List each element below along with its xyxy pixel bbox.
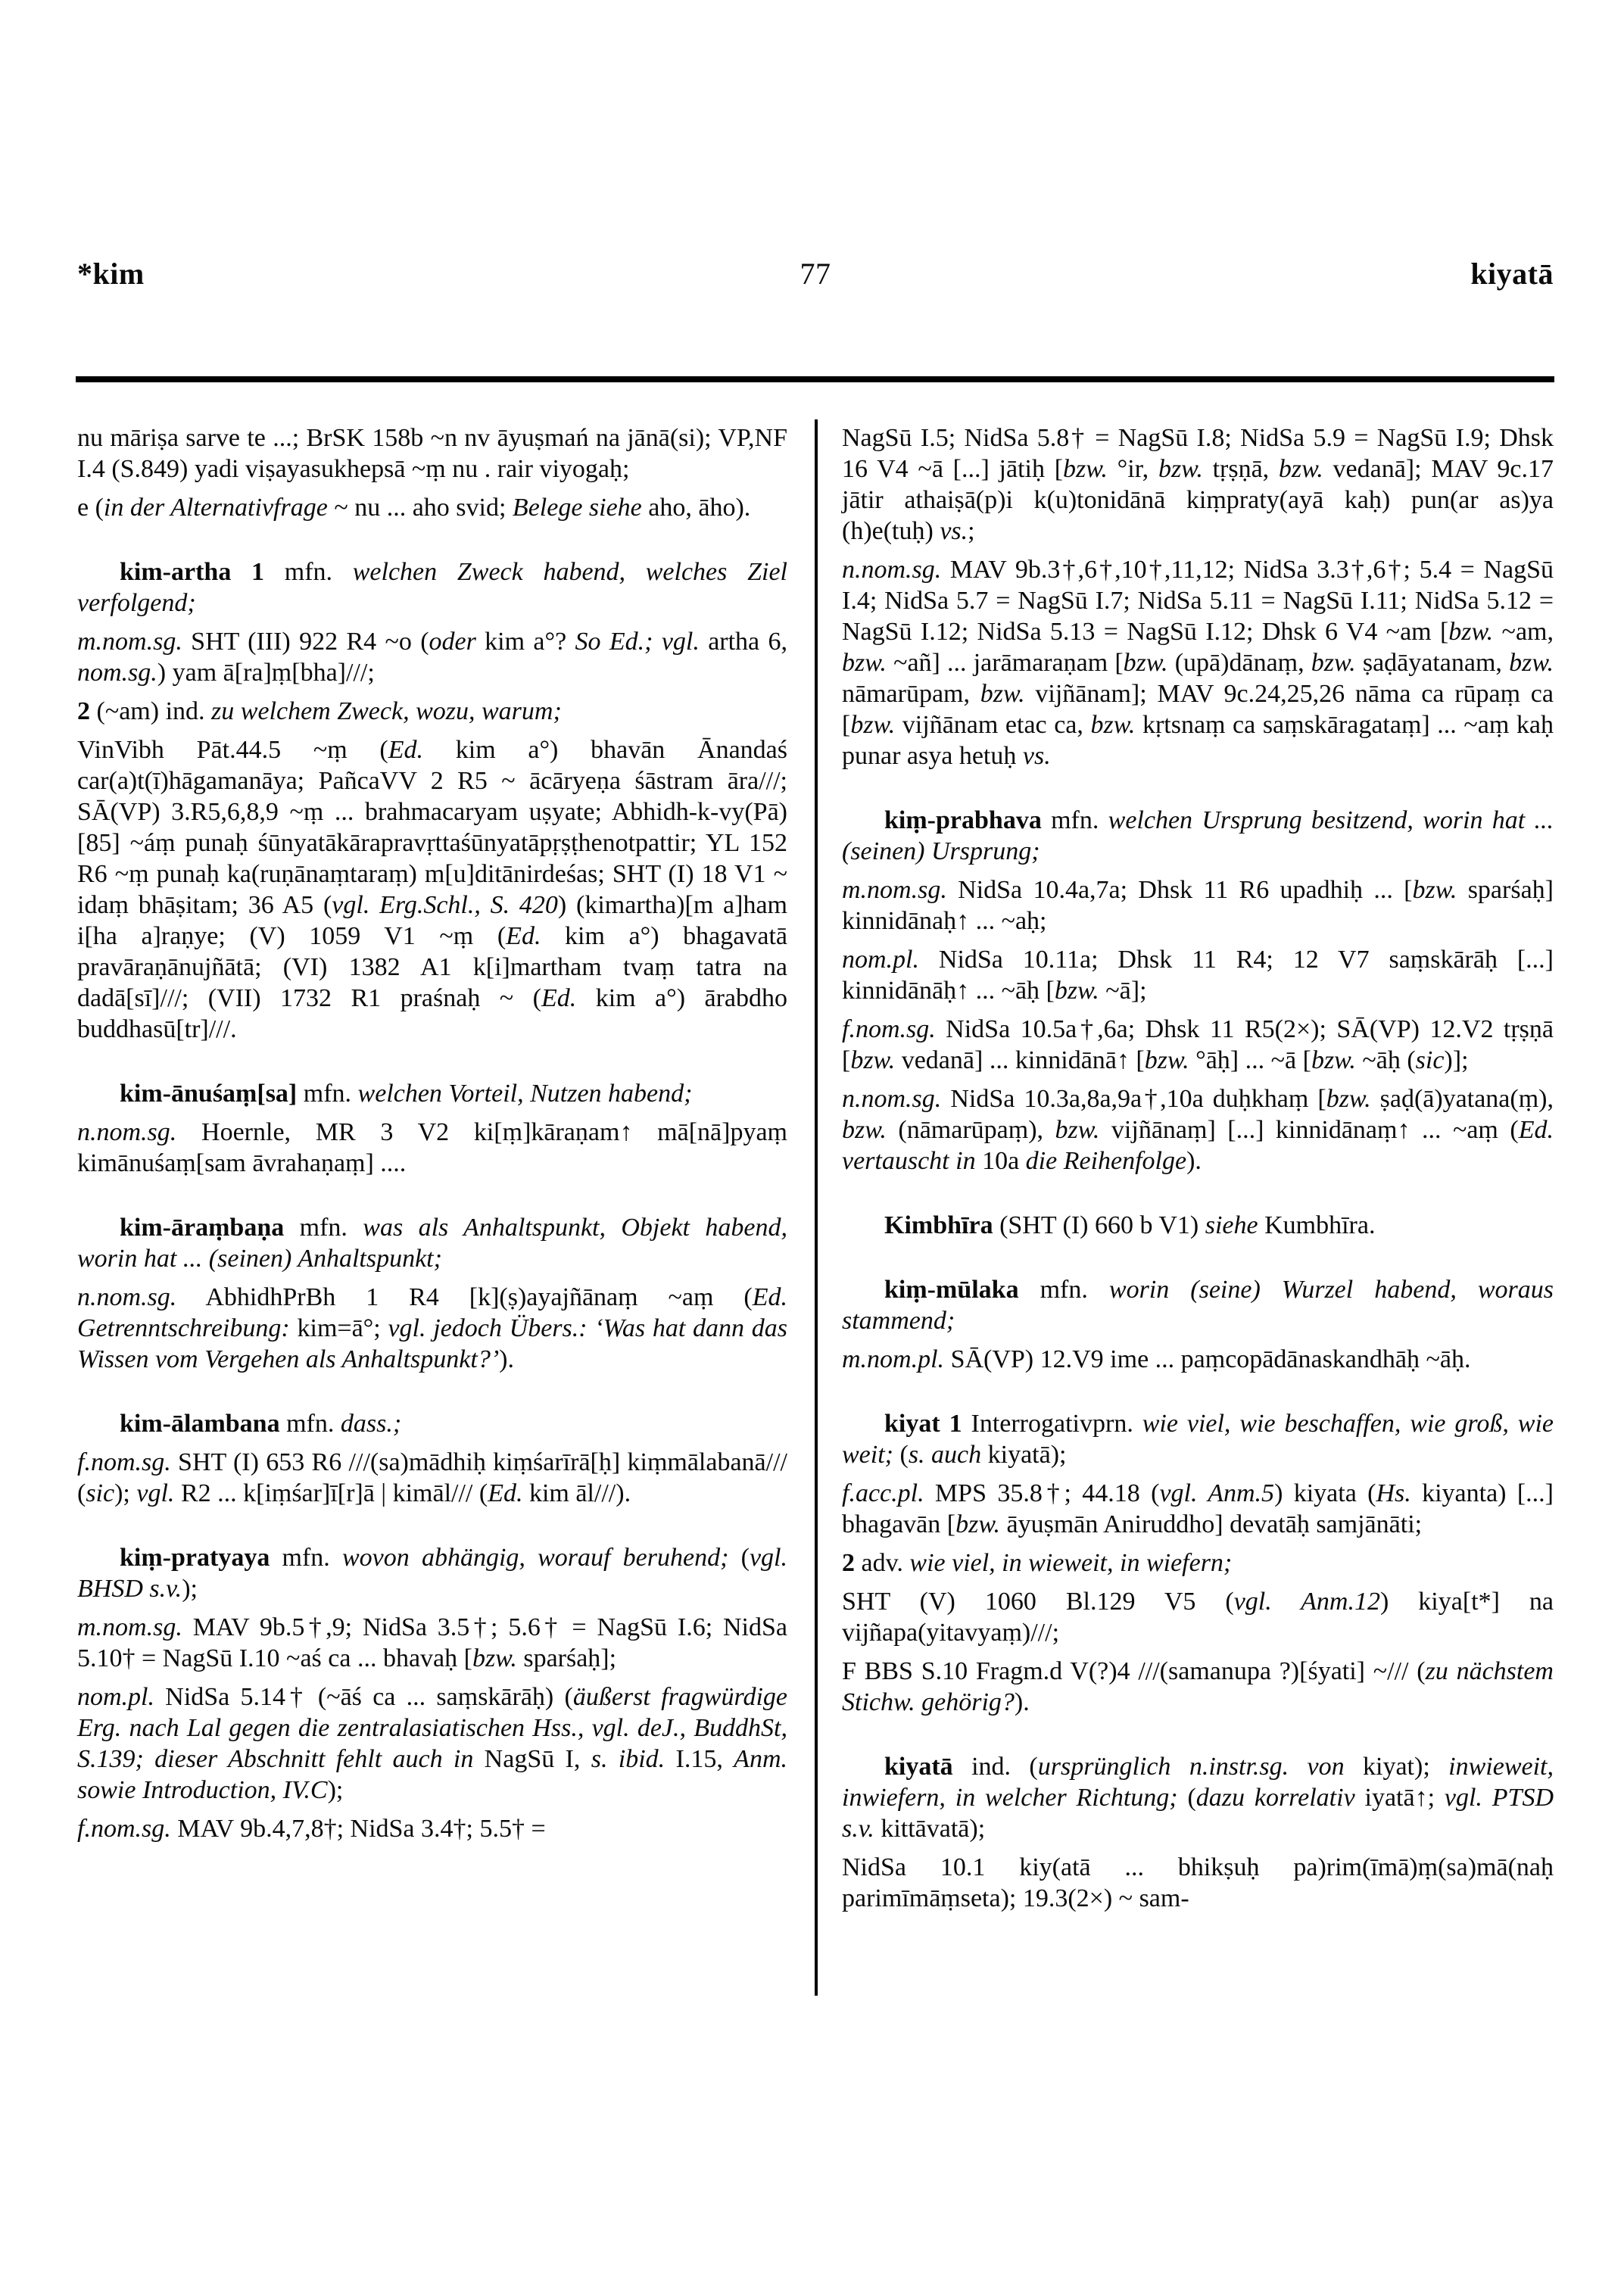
text-segment: vgl. Anm.5 [1159, 1479, 1275, 1507]
text-segment: artha 6, [699, 628, 787, 656]
text-segment: sparśaḥ]; [516, 1644, 617, 1672]
text-segment: AbhidhPrBh 1 R4 [k](ṣ)ayajñānaṃ ~aṃ ( [176, 1283, 753, 1311]
text-segment: Ed. Getrenntschreibung: [77, 1283, 787, 1342]
text-segment: NidSa 5.14† (~āś ca ... saṃskārāḥ) ( [154, 1683, 573, 1711]
text-segment: dazu korrelativ [1195, 1784, 1355, 1812]
text-segment: sic [86, 1479, 115, 1507]
entry-heading [842, 1751, 1554, 1844]
text-segment: Kumbhīra. [1258, 1211, 1376, 1239]
text-segment: ~āḥ ( [1355, 1046, 1416, 1074]
text-segment: vgl. PTSD s.v. [842, 1784, 1554, 1843]
text-segment: kiyanta) [...] bhagavān [ [842, 1479, 1554, 1538]
text-segment: NidSa 10.1 kiy(atā ... bhikṣuḥ pa)rim(īmā)ṃ(sa)mā(naḥ parimīmāṃseta); 19.3(2×) ~ sam- [842, 1853, 1554, 1912]
text-segment: Kimbhīra [884, 1211, 993, 1239]
text-segment: äußerst fragwürdige Erg. nach Lal gegen die zentralasiatischen Hss., vgl. deJ., BuddhSt, S.139; dieser Abschnitt fehlt auch in [77, 1683, 787, 1773]
entry-heading [77, 1212, 787, 1274]
text-segment: n.nom.sg. [77, 1283, 177, 1311]
text-segment: inwieweit, inwiefern, in welcher Richtung; [842, 1753, 1554, 1812]
text-segment: kiṃ-pratyaya [120, 1544, 270, 1572]
text-segment: welchen Zweck habend, welches Ziel verfolgend; [77, 558, 787, 617]
entry-text [77, 696, 787, 727]
text-segment: R2 ... k[iṃśar]ī[r]ā | kimāl/// ( [174, 1479, 488, 1507]
text-segment: bzw. [1509, 649, 1554, 677]
text-segment: bzw. [1054, 977, 1099, 1005]
text-segment: Anm. sowie Introduction, IV.C [77, 1745, 787, 1804]
text-segment: °ir, [1107, 455, 1158, 483]
text-segment: vijñānaṃ] [...] kinnidānaṃ↑ ... ~aṃ ( [1099, 1116, 1519, 1144]
text-segment: kim a°) bhavān Ānandaś car(a)t(ī)hāgamanāya; PañcaVV 2 R5 ~ ācāryeṇa śāstram āra///; SĀ(VP) 3.R5,6,8,9 ~ṃ ... brahmacaryam uṣyate; Abhidh-k-vy(Pā) [85] ~áṃ punaḥ śūnyatākārapravṛttaśūnyatāpṛṣṭhenotpattir; YL 152 R6 ~ṃ punaḥ ka(ruṇānaṃtaraṃ) m[u]ditānirdeśas; SHT (I) 18 V1 ~ idaṃ bhāṣitam; 36 A5 ( [77, 736, 787, 919]
text-segment: SHT (III) 922 R4 ~o ( [182, 628, 429, 656]
text-segment: ). [1014, 1688, 1030, 1716]
text-segment: bzw. [1311, 1046, 1356, 1074]
text-segment: kittāvatā); [874, 1815, 986, 1843]
text-segment: ; [968, 517, 975, 545]
entry-text [842, 1478, 1554, 1540]
text-segment: wovon abhängig, worauf beruhend; [342, 1544, 729, 1572]
entry-text [842, 1656, 1554, 1718]
text-segment: dass.; [340, 1410, 402, 1438]
text-segment: Ed. [506, 922, 541, 950]
text-segment: n.nom.sg. [77, 1118, 177, 1146]
text-segment: Belege siehe [512, 494, 642, 522]
entry-text [77, 734, 787, 1045]
text-segment: Ed. [541, 984, 577, 1012]
text-segment: f.nom.sg. [842, 1015, 936, 1043]
entry-heading [842, 1408, 1554, 1470]
text-segment: MPS 35.8†; 44.18 ( [924, 1479, 1160, 1507]
text-segment: vedanā]; MAV 9c.17 jātir athaiṣā(p)i k(u)tonidānā kiṃpraty(ayā kaḥ) pun(ar as)ya (h)e(tuḥ) [842, 455, 1554, 545]
text-segment: vedanā] ... kinnidānā↑ [ [895, 1046, 1145, 1074]
text-segment: nom.pl. [77, 1683, 154, 1711]
text-segment: f.acc.pl. [842, 1479, 924, 1507]
text-segment: )]; [1444, 1046, 1469, 1074]
text-segment: vijñānam etac ca, [895, 711, 1091, 739]
header-rule [76, 376, 1554, 382]
column-divider [815, 419, 818, 1996]
text-segment: ~am, [1493, 618, 1554, 646]
text-segment: ṣaḍāyatanam, [1355, 649, 1510, 677]
entry-heading [842, 1210, 1554, 1241]
text-segment: (SHT (I) 660 b V1) [993, 1211, 1205, 1239]
continued-text [77, 422, 787, 485]
text-segment: kim a°) bhagavatā pravāraṇānujñātā; (VI) 1382 A1 k[i]martham tvaṃ tatra na dadā[sī]///; (VII) 1732 R1 praśnaḥ ~ ( [77, 922, 787, 1012]
text-segment: nom.pl. [842, 946, 919, 974]
text-segment: was als Anhaltspunkt, Objekt habend, worin hat ... (seinen) Anhaltspunkt; [77, 1214, 787, 1273]
page-header [77, 256, 1554, 291]
entry-text [77, 626, 787, 688]
text-segment: wie viel, wie beschaffen, wie groß, wie weit; [842, 1410, 1554, 1469]
right-column [842, 422, 1554, 1914]
text-segment: vs. [1022, 742, 1051, 770]
text-segment: SĀ(VP) 12.V9 ime ... paṃcopādānaskandhāḥ ~āḥ. [944, 1345, 1471, 1373]
text-segment: kiṃ-mūlaka [884, 1276, 1019, 1304]
text-segment: kim-artha 1 [120, 558, 265, 586]
text-segment: NidSa 10.3a,8a,9a†,10a duḥkhaṃ [ [941, 1085, 1326, 1113]
text-segment: kim-ānuśaṃ[sa] [120, 1080, 298, 1108]
text-segment: kiyatā [884, 1753, 953, 1781]
text-segment: welchen Vorteil, Nutzen habend; [357, 1080, 693, 1108]
entry-heading [842, 805, 1554, 867]
text-segment: MAV 9b.4,7,8†; NidSa 3.4†; 5.5† = [170, 1815, 546, 1843]
text-segment: mfn. [284, 1214, 363, 1242]
text-segment: bzw. [1326, 1085, 1371, 1113]
text-segment: kṛtsnaṃ ca saṃskāragataṃ] ... ~aṃ kaḥ punar asya hetuḥ [842, 711, 1554, 770]
text-segment: zu nächstem Stichw. gehörig? [842, 1657, 1554, 1716]
text-segment: Ed. [388, 736, 424, 764]
text-segment: MAV 9b.3†,6†,10†,11,12; NidSa 3.3†,6†; 5.4 = NagSū I.4; NidSa 5.7 = NagSū I.7; NidSa 5.11 = NagSū I.11; NidSa 5.12 = NagSū I.12; NidSa 5.13 = NagSū I.12; Dhsk 6 V4 ~am [ [842, 556, 1554, 646]
text-segment: m.nom.sg. [77, 628, 182, 656]
text-segment: kiyatā); [981, 1441, 1067, 1469]
text-segment: welchen Ursprung besitzend, worin hat ... (seinen) Ursprung; [842, 806, 1554, 865]
text-segment: (~am) ind. [90, 697, 212, 725]
entry-text [77, 1282, 787, 1375]
entry-text [842, 1083, 1554, 1177]
text-segment: die Reihenfolge [1025, 1147, 1187, 1175]
text-segment: vgl. jedoch Übers.: ‘Was hat dann das Wissen vom Vergehen als Anhaltspunkt?’ [77, 1314, 788, 1373]
text-segment: bzw. [980, 680, 1025, 708]
text-segment: 2 [842, 1549, 855, 1577]
text-segment: iyatā↑; [1354, 1784, 1445, 1812]
text-segment: ( [728, 1544, 750, 1572]
text-segment: NidSa 10.5a†,6a; Dhsk 11 R5(2×); SĀ(VP) 12.V2 tṛṣṇā [ [842, 1015, 1554, 1074]
text-segment: So Ed.; vgl. [575, 628, 700, 656]
entry-text [842, 1586, 1554, 1648]
text-segment: ( [1177, 1784, 1196, 1812]
text-segment: kim-ālambana [120, 1410, 280, 1438]
header-left-keyword: *kim [77, 257, 145, 291]
text-segment: bzw. [1278, 455, 1323, 483]
text-segment: vgl. [136, 1479, 175, 1507]
text-segment: āyuṣmān Aniruddho] devatāḥ samjānāti; [1000, 1510, 1423, 1538]
text-segment: bzw. [1448, 618, 1494, 646]
text-segment: kim a°? [475, 628, 575, 656]
text-segment: kim=ā°; [289, 1314, 388, 1342]
entry-text [842, 1852, 1554, 1914]
text-segment: ) kiya[t*] na vijñapa(yitavyaṃ)///; [842, 1588, 1554, 1647]
text-segment: Ed. vertauscht in [842, 1116, 1554, 1175]
text-segment: VinVibh Pāt.44.5 ~ṃ ( [77, 736, 388, 764]
text-segment: bzw. [1055, 1116, 1100, 1144]
text-segment: worin (seine) Wurzel habend, woraus stammend; [842, 1276, 1554, 1335]
text-segment: SHT (V) 1060 Bl.129 V5 ( [842, 1588, 1234, 1616]
text-segment: NagSū I.5; NidSa 5.8† = NagSū I.8; NidSa 5.9 = NagSū I.9; Dhsk 16 V4 ~ā [...] jātiḥ [ [842, 424, 1554, 483]
text-segment: mfn. [1018, 1276, 1109, 1304]
entry-text [77, 1813, 787, 1844]
text-segment: kim a°) ārabdho buddhasū[tr]///. [77, 984, 788, 1043]
text-segment: ). [499, 1345, 514, 1373]
entry-heading [77, 1078, 787, 1109]
text-segment: vgl. BHSD s.v. [77, 1544, 787, 1603]
text-segment: vgl. Erg.Schl., S. 420 [332, 891, 558, 919]
header-right-keyword: kiyatā [1470, 257, 1554, 291]
text-segment: bzw. [1158, 455, 1203, 483]
text-segment: adv. [855, 1549, 910, 1577]
text-segment: mfn. [270, 1544, 342, 1572]
continued-text [842, 422, 1554, 547]
text-segment: kiṃ-prabhava [884, 806, 1042, 834]
text-segment: bzw. [1144, 1046, 1189, 1074]
text-segment: f.nom.sg. [77, 1448, 171, 1476]
text-segment: bzw. [1311, 649, 1356, 677]
text-segment: SHT (I) 653 R6 ///(sa)mādhiḥ kiṃśarīrā[ḥ] kiṃmālabanā/// ( [77, 1448, 787, 1507]
text-segment: ); [114, 1479, 137, 1507]
text-segment: mfn. [264, 558, 353, 586]
entry-heading [842, 1274, 1554, 1336]
text-segment: m.nom.sg. [77, 1613, 182, 1641]
text-segment: NidSa 10.4a,7a; Dhsk 11 R6 upadhiḥ ... [ [946, 876, 1413, 904]
text-segment: Interrogativprn. [962, 1410, 1142, 1438]
text-segment: ) yam ā[ra]ṃ[bha]///; [157, 659, 375, 687]
entry-heading [77, 1542, 787, 1604]
text-segment: nāmarūpam, [842, 680, 980, 708]
text-segment: e ( [77, 494, 104, 522]
entry-text [842, 944, 1554, 1006]
text-segment: I.15, [665, 1745, 734, 1773]
text-segment: kim āl///). [522, 1479, 631, 1507]
entry-text [842, 1547, 1554, 1579]
text-segment: bzw. [1090, 711, 1136, 739]
text-segment: 10a [975, 1147, 1026, 1175]
text-segment: ); [327, 1776, 344, 1804]
text-segment: ind. ( [952, 1753, 1038, 1781]
text-segment: s. ibid. [591, 1745, 665, 1773]
text-segment: ( [893, 1441, 909, 1469]
text-segment: ); [182, 1575, 198, 1603]
text-segment: ~añ] ... jarāmaraṇam [ [886, 649, 1124, 677]
text-segment: sic [1415, 1046, 1445, 1074]
entry-text [77, 1117, 787, 1179]
entry-text [842, 1344, 1554, 1375]
text-segment: mfn. [297, 1080, 358, 1108]
text-segment: wie viel, in wieweit, in wiefern; [909, 1549, 1233, 1577]
header-page-number: 77 [800, 257, 831, 291]
text-segment: bzw. [1123, 649, 1168, 677]
left-column [77, 422, 787, 1844]
entry-text [77, 492, 787, 523]
text-segment: Hoernle, MR 3 V2 ki[ṃ]kāraṇam↑ mā[nā]pyaṃ kimānuśaṃ[sam āvrahaṇaṃ] .... [77, 1118, 787, 1177]
text-segment: vijñānam]; MAV 9c.24,25,26 nāma ca rūpaṃ ca [ [842, 680, 1554, 739]
entry-heading [77, 1408, 787, 1439]
entry-text [77, 1447, 787, 1509]
text-segment: F BBS S.10 Fragm.d V(?)4 ///(samanupa ?)[śyati] ~/// ( [842, 1657, 1426, 1685]
text-segment: NagSū I, [473, 1745, 591, 1773]
text-segment: bzw. [850, 1046, 896, 1074]
entry-text [842, 874, 1554, 937]
text-segment: ) kiyata ( [1274, 1479, 1376, 1507]
text-segment: ~ nu ... aho svid; [327, 494, 513, 522]
text-segment: bzw. [842, 1116, 887, 1144]
text-segment: tṛṣṇā, [1202, 455, 1279, 483]
text-segment: s. auch [908, 1441, 982, 1469]
text-segment: ~ā]; [1099, 977, 1147, 1005]
text-segment: ) (kimartha)[m a]ham i[ha a]raṇye; (V) 1059 V1 ~ṃ ( [77, 891, 787, 950]
text-segment: kiyat 1 [884, 1410, 962, 1438]
text-segment: in der Alternativfrage [103, 494, 328, 522]
text-segment: NidSa 10.11a; Dhsk 11 R4; 12 V7 saṃskārāḥ [...] kinnidānāḥ↑ ... ~āḥ [ [842, 946, 1554, 1005]
text-segment: mfn. [1041, 806, 1108, 834]
text-segment: m.nom.sg. [842, 876, 947, 904]
text-segment: Hs. [1376, 1479, 1411, 1507]
text-segment: °āḥ] ... ~ā [ [1189, 1046, 1311, 1074]
text-segment: Ed. [488, 1479, 523, 1507]
text-segment: mfn. [279, 1410, 341, 1438]
text-segment: m.nom.pl. [842, 1345, 945, 1373]
text-segment: n.nom.sg. [842, 556, 942, 584]
text-segment: n.nom.sg. [842, 1085, 942, 1113]
text-segment: vgl. Anm.12 [1233, 1588, 1380, 1616]
text-segment: ṣaḍ(ā)yatana(ṃ), [1370, 1085, 1554, 1113]
text-segment: bzw. [472, 1644, 517, 1672]
entry-text [842, 554, 1554, 771]
entry-text [842, 1014, 1554, 1076]
text-segment: zu welchem Zweck, wozu, warum; [211, 697, 562, 725]
text-segment: bzw. [1063, 455, 1108, 483]
text-segment: ursprünglich n.instr.sg. von [1037, 1753, 1345, 1781]
text-segment: kim-āraṃbaṇa [120, 1214, 285, 1242]
text-segment: siehe [1205, 1211, 1258, 1239]
text-segment: (nāmarūpaṃ), [886, 1116, 1055, 1144]
text-segment: nu māriṣa sarve te ...; BrSK 158b ~n nv āyuṣmań na jānā(si); VP,NF I.4 (S.849) yadi viṣayasukhepsā ~ṃ nu . rair viyogaḥ; [77, 424, 787, 483]
text-segment: aho, āho). [641, 494, 751, 522]
text-segment: oder [429, 628, 476, 656]
text-segment: vs. [940, 517, 968, 545]
text-segment: sparśaḥ] kinnidānaḥ↑ ... ~aḥ; [842, 876, 1554, 935]
text-segment: ). [1186, 1147, 1202, 1175]
text-segment: bzw. [1412, 876, 1457, 904]
text-segment: (upā)dānaṃ, [1167, 649, 1311, 677]
text-segment: bzw. [842, 649, 887, 677]
entry-text [77, 1681, 787, 1806]
text-segment: bzw. [850, 711, 896, 739]
text-segment: MAV 9b.5†,9; NidSa 3.5†; 5.6† = NagSū I.6; NidSa 5.10† = NagSū I.10 ~aś ca ... bhavaḥ [ [77, 1613, 787, 1672]
text-segment: f.nom.sg. [77, 1815, 171, 1843]
entry-heading [77, 556, 787, 619]
text-segment: nom.sg. [77, 659, 157, 687]
text-segment: bzw. [955, 1510, 1000, 1538]
text-segment: 2 [77, 697, 90, 725]
text-segment: kiyat); [1344, 1753, 1449, 1781]
entry-text [77, 1612, 787, 1674]
